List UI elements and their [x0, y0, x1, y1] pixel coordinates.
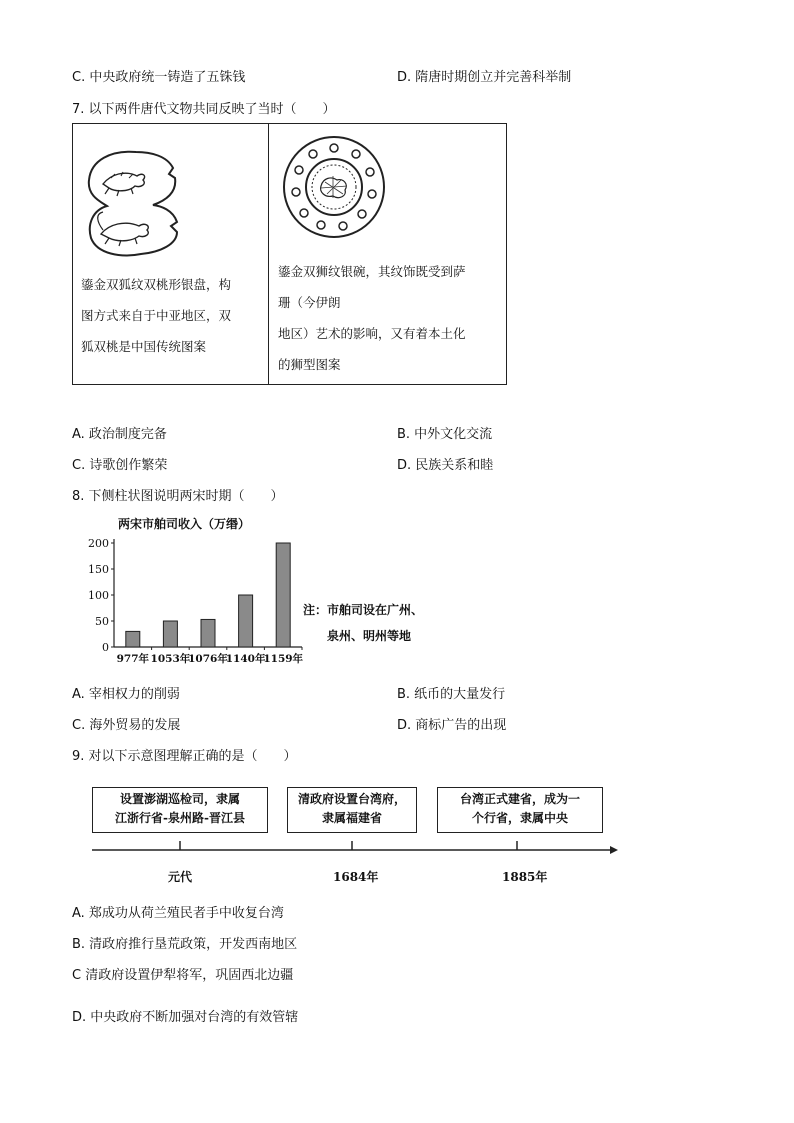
left-caption-line-3: 狐双桃是中国传统图案	[81, 339, 207, 354]
q8-option-a: A. 宰相权力的削弱	[72, 687, 180, 702]
q8-option-b: B. 纸币的大量发行	[397, 687, 506, 702]
chart-bar-0	[126, 631, 140, 647]
chart-note-line-2: 泉州、明州等地	[327, 629, 412, 643]
lion-bowl-illustration	[281, 134, 387, 240]
chart-note-line-1: 注：市舶司设在广州、	[303, 603, 424, 617]
y-tick-label: 150	[88, 563, 109, 576]
left-caption-line-1: 鎏金双狐纹双桃形银盘，构	[81, 277, 232, 292]
q7-option-a: A. 政治制度完备	[72, 427, 167, 442]
bar-chart	[80, 535, 320, 670]
q9-option-b: B. 清政府推行垦荒政策，开发西南地区	[72, 937, 298, 952]
table-divider	[268, 124, 269, 384]
right-caption-line-3: 地区）艺术的影响，又有着本土化	[278, 326, 466, 341]
timeline-arrow-icon	[610, 846, 618, 854]
q7-artifact-table	[72, 123, 507, 385]
q8-stem: 8. 下侧柱状图说明两宋时期（ ）	[72, 489, 284, 504]
right-caption-line-4: 的狮型图案	[278, 357, 341, 372]
left-caption-line-2: 图方式来自于中亚地区，双	[81, 308, 232, 323]
chart-bar-4	[276, 543, 290, 647]
q9-option-c: C 清政府设置伊犁将军，巩固西北边疆	[72, 968, 294, 983]
x-tick-label-2: 1076年	[188, 653, 228, 665]
right-caption-line-2: 珊（今伊朗	[278, 295, 341, 310]
q7-stem: 7. 以下两件唐代文物共同反映了当时（ ）	[72, 102, 336, 117]
timeline-label-1885: 1885年	[502, 870, 548, 884]
timeline-box-3-line-2: 个行省，隶属中央	[471, 811, 568, 825]
chart-title: 两宋市舶司收入（万缗）	[118, 517, 251, 531]
q8-option-d: D. 商标广告的出现	[397, 718, 507, 733]
timeline-box-1684	[287, 787, 417, 833]
right-caption-line-1: 鎏金双狮纹银碗，其纹饰既受到萨	[278, 264, 466, 279]
q8-option-c: C. 海外贸易的发展	[72, 718, 181, 733]
timeline-axis	[90, 838, 620, 868]
x-tick-label-0: 977年	[116, 653, 150, 665]
x-tick-label-1: 1053年	[150, 653, 191, 665]
chart-bar-3	[239, 595, 253, 647]
q9-stem: 9. 对以下示意图理解正确的是（ ）	[72, 749, 297, 764]
fox-plate-illustration	[81, 148, 191, 260]
q7-option-b: B. 中外文化交流	[397, 427, 493, 442]
x-tick-label-4: 1159年	[263, 653, 304, 665]
timeline-box-3-line-1: 台湾正式建省，成为一	[459, 792, 580, 806]
x-tick-label-3: 1140年	[225, 653, 266, 665]
q9-option-d: D. 中央政府不断加强对台湾的有效管辖	[72, 1010, 299, 1025]
timeline-box-1-line-2: 江浙行省-泉州路-晋江县	[115, 811, 245, 825]
timeline-box-1-line-1: 设置澎湖巡检司，隶属	[119, 792, 240, 806]
chart-bar-1	[163, 621, 177, 647]
y-tick-label: 200	[88, 537, 109, 550]
timeline-box-2-line-1: 清政府设置台湾府，	[297, 792, 406, 806]
timeline-box-2-line-2: 隶属福建省	[321, 811, 382, 825]
q6-option-c: C. 中央政府统一铸造了五铢钱	[72, 70, 246, 85]
timeline-box-1885	[437, 787, 603, 833]
timeline-label-1684: 1684年	[333, 870, 379, 884]
chart-bar-2	[201, 619, 215, 647]
q6-option-d: D. 隋唐时期创立并完善科举制	[397, 70, 572, 85]
q7-option-c: C. 诗歌创作繁荣	[72, 458, 168, 473]
y-tick-label: 0	[102, 641, 109, 654]
timeline-box-yuan	[92, 787, 268, 833]
q7-option-d: D. 民族关系和睦	[397, 458, 494, 473]
y-tick-label: 50	[95, 615, 109, 628]
timeline-label-yuan: 元代	[168, 870, 193, 884]
y-tick-label: 100	[88, 589, 109, 602]
q9-option-a: A. 郑成功从荷兰殖民者手中收复台湾	[72, 906, 284, 921]
